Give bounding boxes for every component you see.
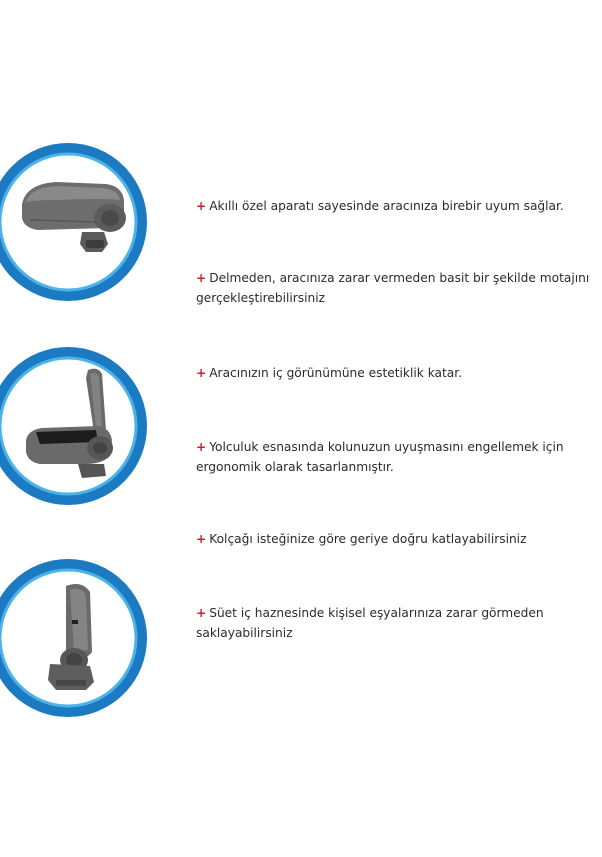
feature-item [196, 196, 596, 216]
armrest-open-illustration [0, 344, 150, 508]
feature-text: Aracınızın iç görünümüne estetiklik katar. [209, 366, 463, 380]
armrest-folded-illustration [0, 556, 150, 720]
feature-item [196, 268, 596, 308]
plus-icon: + [196, 606, 207, 620]
feature-item [196, 437, 596, 477]
feature-text: Kolçağı isteğinize göre geriye doğru katlayabilirsiniz [209, 532, 527, 546]
feature-item [196, 529, 596, 549]
armrest-open-image [0, 344, 150, 508]
armrest-closed-image [0, 140, 150, 304]
feature-text: Yolculuk esnasında kolunuzun uyuşmasını engellemek için ergonomik olarak tasarlanmıştır. [196, 440, 564, 474]
plus-icon: + [196, 440, 207, 454]
feature-text: Delmeden, aracınıza zarar vermeden basit bir şekilde motajını gerçekleştirebilirsiniz [196, 271, 590, 305]
feature-text: Akıllı özel aparatı sayesinde aracınıza birebir uyum sağlar. [209, 199, 564, 213]
plus-icon: + [196, 366, 207, 380]
feature-item [196, 603, 596, 643]
plus-icon: + [196, 532, 207, 546]
armrest-folded-image [0, 556, 150, 720]
plus-icon: + [196, 271, 207, 285]
feature-text: Süet iç haznesinde kişisel eşyalarınıza zarar görmeden saklayabilirsiniz [196, 606, 544, 640]
plus-icon: + [196, 199, 207, 213]
armrest-closed-illustration [0, 140, 150, 304]
feature-item [196, 363, 596, 383]
